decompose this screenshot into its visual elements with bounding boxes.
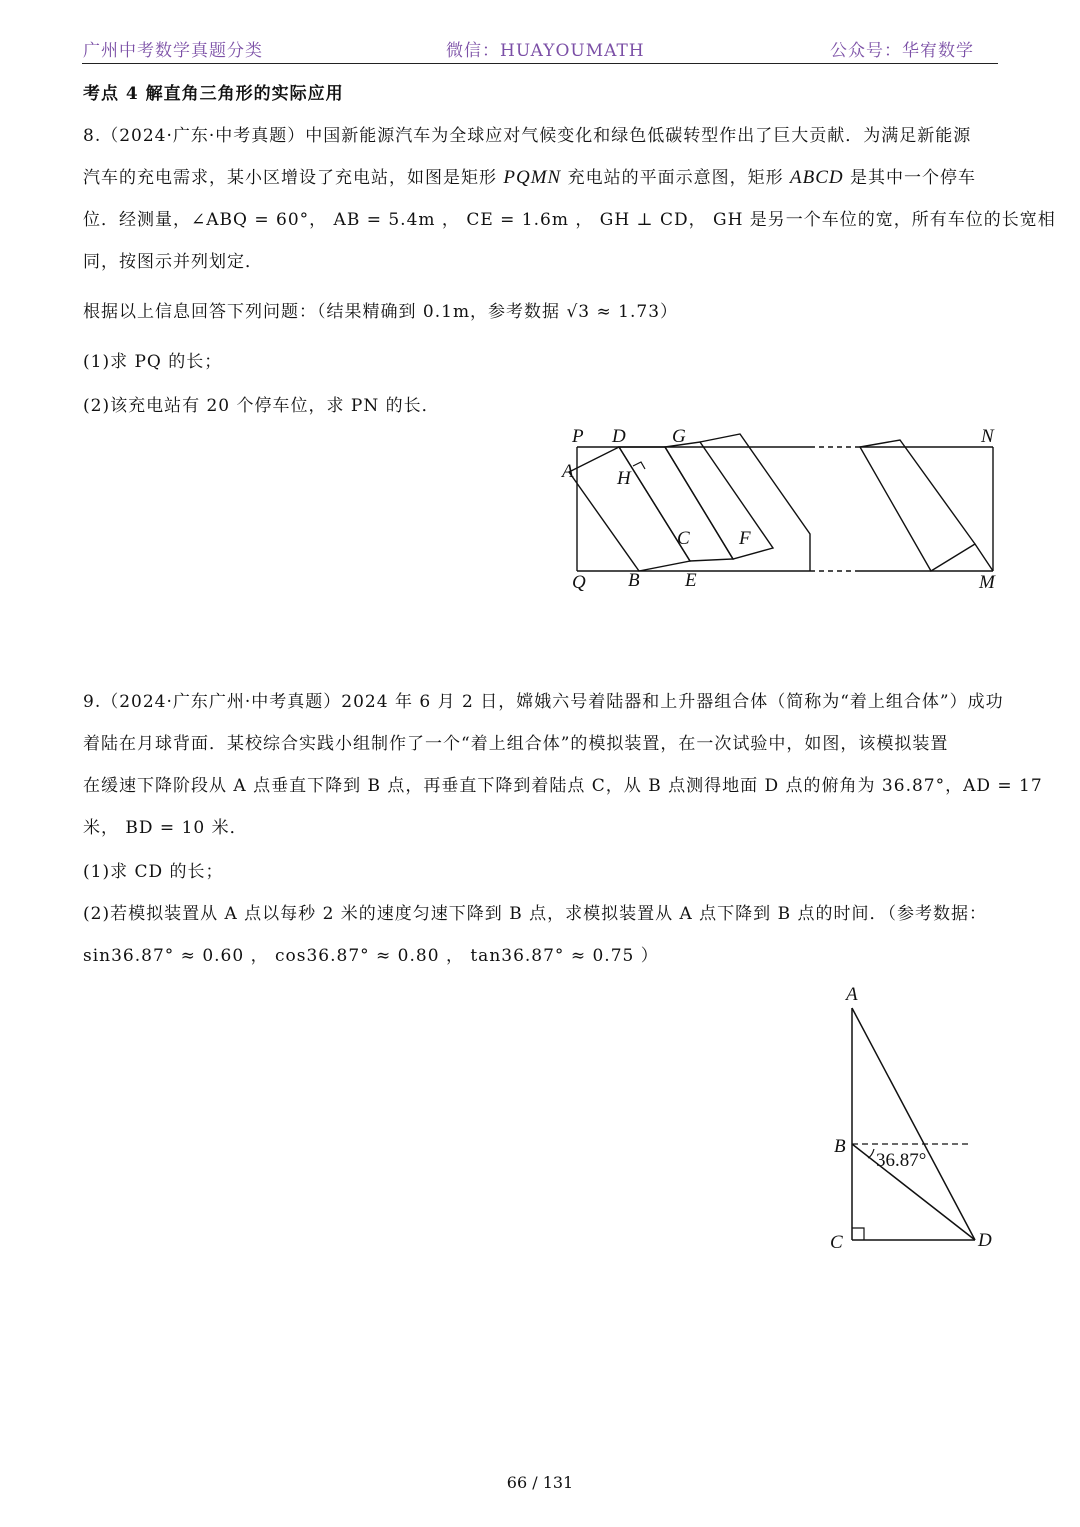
q8-label-m: M	[979, 572, 995, 593]
q8-rect-pqmn: PQMN	[503, 167, 562, 188]
q8-label-h: H	[617, 468, 631, 489]
q9-figure	[820, 980, 1010, 1260]
page-number: 66 / 131	[506, 1473, 574, 1492]
q8-label-f: F	[739, 528, 751, 549]
q8-figure	[555, 420, 1015, 600]
q8-line-4: 同，按图示并列划定．	[83, 252, 263, 272]
q9-label-b: B	[834, 1136, 846, 1157]
q9-label-c: C	[830, 1232, 843, 1253]
q8-rect-abcd: ABCD	[790, 167, 844, 188]
q9-angle-label: 36.87°	[876, 1150, 927, 1171]
header-right: 公众号：华宥数学	[830, 41, 974, 61]
q9-line-3: 在缓速下降阶段从 A 点垂直下降到 B 点，再垂直下降到着陆点 C，从 B 点测得地面 D 点的俯角为 36.87°，AD = 17	[83, 776, 1043, 796]
q8-line-5: 根据以上信息回答下列问题：（结果精确到 0.1m，参考数据 √3 ≈ 1.73）	[83, 302, 679, 322]
q9-line-4: 米， BD = 10 米．	[83, 818, 248, 838]
q9-part-2: (2)若模拟装置从 A 点以每秒 2 米的速度匀速下降到 B 点，求模拟装置从 A 点下降到 B 点的时间．（参考数据：	[83, 904, 987, 924]
q8-line-2	[83, 166, 976, 190]
q8-line-2e: 是其中一个停车	[843, 168, 977, 188]
q8-label-b: B	[628, 570, 640, 591]
q9-label-d: D	[978, 1230, 992, 1251]
q8-line-2a: 汽车的充电需求，某小区增设了充电站，如图是矩形	[83, 168, 504, 188]
q9-line-2: 着陆在月球背面．某校综合实践小组制作了一个“着上组合体”的模拟装置，在一次试验中，如图，该模拟装置	[83, 734, 949, 754]
q9-part-1: (1)求 CD 的长；	[83, 862, 224, 882]
q8-label-n: N	[981, 426, 994, 447]
q8-label-a: A	[562, 461, 574, 482]
q8-label-g: G	[672, 426, 686, 447]
header-center: 微信：HUAYOUMATH	[446, 41, 645, 61]
header-divider	[82, 63, 998, 64]
q8-line-2c: 充电站的平面示意图，矩形	[561, 168, 791, 188]
q8-part-1: (1)求 PQ 的长；	[83, 352, 223, 372]
q8-label-q: Q	[572, 572, 586, 593]
q8-line-3: 位．经测量，∠ABQ = 60°， AB = 5.4m ， CE = 1.6m ， GH ⊥ CD， GH 是另一个车位的宽，所有车位的长宽相	[83, 210, 1056, 230]
q8-label-c: C	[677, 528, 690, 549]
q8-label-p: P	[572, 426, 584, 447]
q8-label-e: E	[685, 570, 697, 591]
q8-label-d: D	[612, 426, 626, 447]
q9-part-3: sin36.87° ≈ 0.60 ， cos36.87° ≈ 0.80 ， tan36.87° ≈ 0.75 ）	[83, 946, 659, 966]
q8-line-1: 8.（2024·广东·中考真题）中国新能源汽车为全球应对气候变化和绿色低碳转型作出了巨大贡献．为满足新能源	[83, 126, 972, 146]
q8-part-2: (2)该充电站有 20 个停车位，求 PN 的长．	[83, 396, 440, 416]
section-title: 考点 4 解直角三角形的实际应用	[83, 84, 344, 104]
header-left: 广州中考数学真题分类	[83, 41, 263, 61]
q9-line-1: 9.（2024·广东广州·中考真题）2024 年 6 月 2 日，嫦娥六号着陆器和上升器组合体（简称为“着上组合体”）成功	[83, 692, 1004, 712]
q9-label-a: A	[846, 984, 858, 1005]
